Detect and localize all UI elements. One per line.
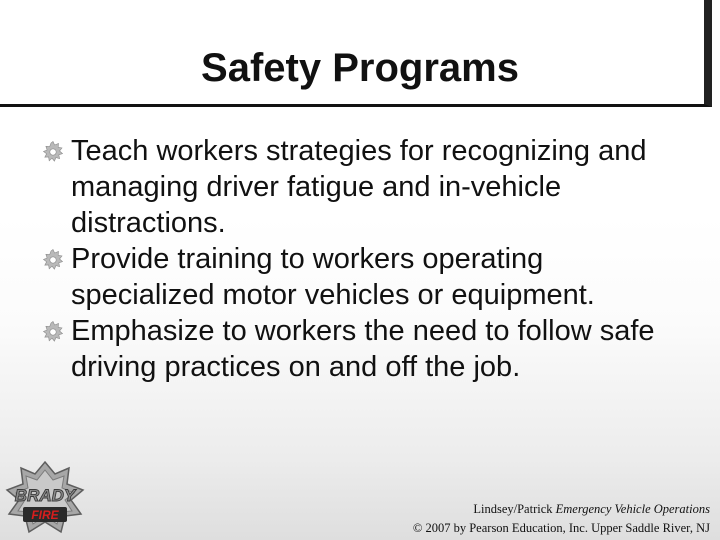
bullet-list (38, 133, 678, 385)
bullet-item (38, 133, 678, 241)
bullet-text: Teach workers strategies for recognizing and managing driver fatigue and in-vehicle distractions. (71, 135, 647, 239)
bullet-text: Provide training to workers operating specialized motor vehicles or equipment. (71, 243, 595, 311)
bullet-text: Emphasize to workers the need to follow safe driving practices on and off the job. (71, 315, 655, 383)
logo-text-fire: FIRE (31, 508, 59, 522)
gear-icon (41, 320, 65, 344)
gear-icon (41, 140, 65, 164)
brady-fire-logo (3, 460, 87, 534)
footer-book-title: Emergency Vehicle Operations (555, 502, 710, 516)
bullet-item (38, 313, 678, 385)
footer-citation (413, 500, 710, 538)
footer-authors: Lindsey/Patrick (473, 502, 553, 516)
slide-title: Safety Programs (201, 46, 519, 90)
gear-icon (41, 248, 65, 272)
bullet-item (38, 241, 678, 313)
footer-copyright: © 2007 by Pearson Education, Inc. Upper Saddle River, NJ (412, 521, 710, 535)
footer-line-1 (413, 500, 710, 519)
logo-text-brady: BRADY (14, 486, 76, 505)
